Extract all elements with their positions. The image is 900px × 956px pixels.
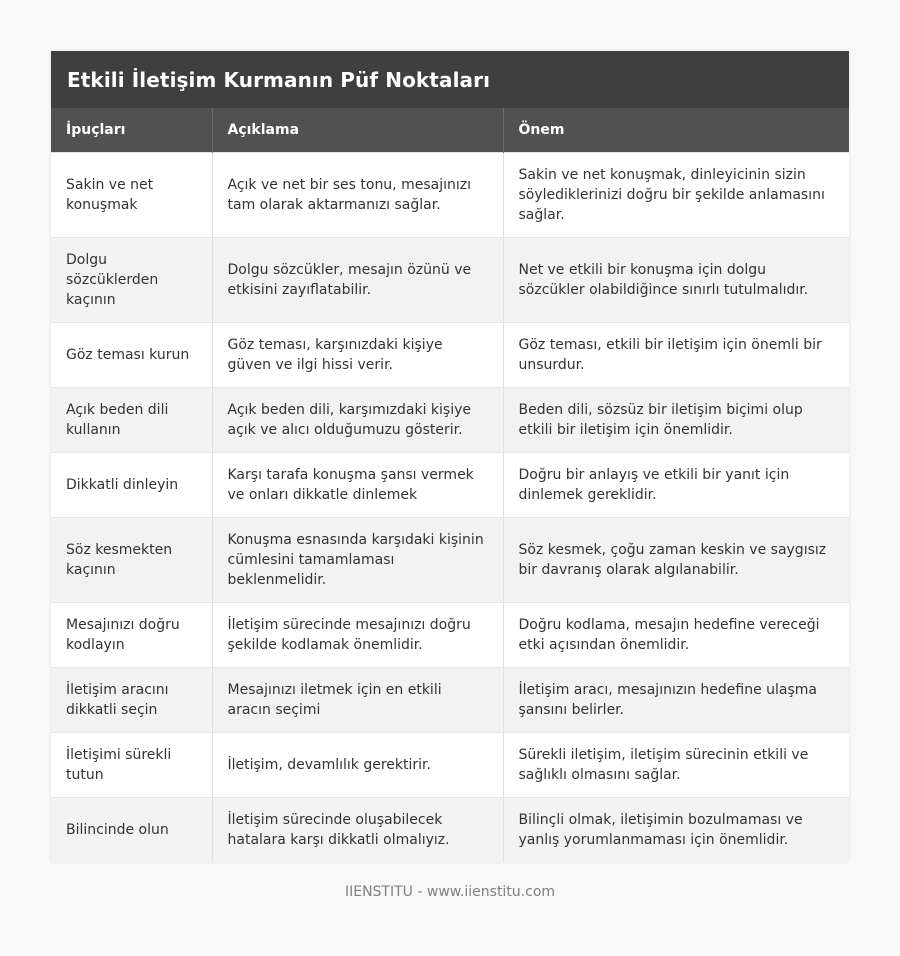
header-importance: Önem (503, 108, 849, 152)
tips-card (51, 51, 849, 862)
importance-cell: Net ve etkili bir konuşma için dolgu sözcükler olabildiğince sınırlı tutulmalıdır. (503, 237, 849, 322)
table-row (51, 732, 849, 797)
header-description: Açıklama (212, 108, 503, 152)
table-row (51, 667, 849, 732)
tip-cell: İletişimi sürekli tutun (51, 732, 212, 797)
description-cell: İletişim sürecinde oluşabilecek hatalara karşı dikkatli olmalıyız. (212, 797, 503, 862)
tip-cell: Söz kesmekten kaçının (51, 517, 212, 602)
table-row (51, 152, 849, 237)
description-cell: Dolgu sözcükler, mesajın özünü ve etkisini zayıflatabilir. (212, 237, 503, 322)
table-row (51, 797, 849, 862)
tip-cell: Dikkatli dinleyin (51, 452, 212, 517)
tip-cell: Dolgu sözcüklerden kaçının (51, 237, 212, 322)
description-cell: Mesajınızı iletmek için en etkili aracın seçimi (212, 667, 503, 732)
tip-cell: Bilincinde olun (51, 797, 212, 862)
importance-cell: Beden dili, sözsüz bir iletişim biçimi olup etkili bir iletişim için önemlidir. (503, 387, 849, 452)
description-cell: Açık ve net bir ses tonu, mesajınızı tam olarak aktarmanızı sağlar. (212, 152, 503, 237)
table-row (51, 322, 849, 387)
tips-table (51, 108, 849, 862)
tip-cell: Mesajınızı doğru kodlayın (51, 602, 212, 667)
importance-cell: Doğru bir anlayış ve etkili bir yanıt için dinlemek gereklidir. (503, 452, 849, 517)
table-row (51, 237, 849, 322)
header-tips: İpuçları (51, 108, 212, 152)
table-row (51, 602, 849, 667)
importance-cell: Doğru kodlama, mesajın hedefine vereceği etki açısından önemlidir. (503, 602, 849, 667)
description-cell: İletişim, devamlılık gerektirir. (212, 732, 503, 797)
importance-cell: İletişim aracı, mesajınızın hedefine ulaşma şansını belirler. (503, 667, 849, 732)
importance-cell: Sakin ve net konuşmak, dinleyicinin sizin söylediklerinizi doğru bir şekilde anlamasını sağlar. (503, 152, 849, 237)
table-row (51, 517, 849, 602)
footer-credit: IIENSTITU - www.iienstitu.com (344, 884, 556, 900)
table-row (51, 452, 849, 517)
table-row (51, 387, 849, 452)
importance-cell: Sürekli iletişim, iletişim sürecinin etkili ve sağlıklı olmasını sağlar. (503, 732, 849, 797)
description-cell: Konuşma esnasında karşıdaki kişinin cümlesini tamamlaması beklenmelidir. (212, 517, 503, 602)
description-cell: Karşı tarafa konuşma şansı vermek ve onları dikkatle dinlemek (212, 452, 503, 517)
description-cell: İletişim sürecinde mesajınızı doğru şekilde kodlamak önemlidir. (212, 602, 503, 667)
importance-cell: Göz teması, etkili bir iletişim için önemli bir unsurdur. (503, 322, 849, 387)
importance-cell: Söz kesmek, çoğu zaman keskin ve saygısız bir davranış olarak algılanabilir. (503, 517, 849, 602)
page-title: Etkili İletişim Kurmanın Püf Noktaları (51, 51, 849, 108)
tip-cell: İletişim aracını dikkatli seçin (51, 667, 212, 732)
table-header-row (51, 108, 849, 152)
tip-cell: Sakin ve net konuşmak (51, 152, 212, 237)
description-cell: Açık beden dili, karşımızdaki kişiye açık ve alıcı olduğumuzu gösterir. (212, 387, 503, 452)
tip-cell: Göz teması kurun (51, 322, 212, 387)
importance-cell: Bilinçli olmak, iletişimin bozulmaması ve yanlış yorumlanmaması için önemlidir. (503, 797, 849, 862)
tip-cell: Açık beden dili kullanın (51, 387, 212, 452)
description-cell: Göz teması, karşınızdaki kişiye güven ve ilgi hissi verir. (212, 322, 503, 387)
